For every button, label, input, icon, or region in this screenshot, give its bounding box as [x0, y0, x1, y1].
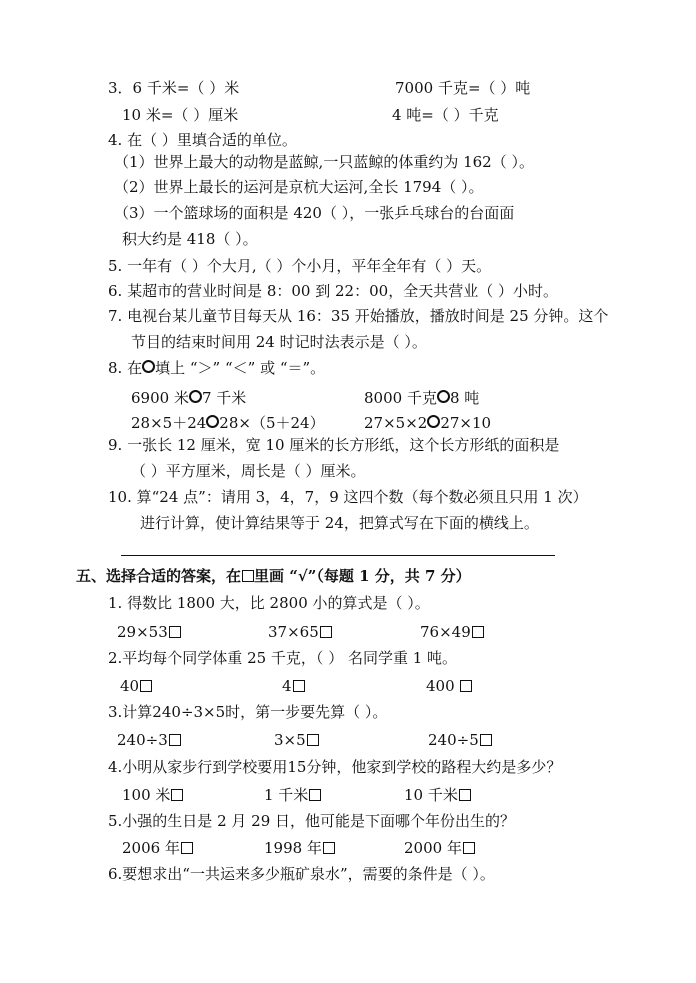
s5-q4-opt3	[404, 785, 471, 805]
s5-q1-opt1	[117, 622, 181, 642]
checkbox-icon[interactable]	[171, 789, 183, 801]
checkbox-icon[interactable]	[472, 626, 484, 638]
checkbox-icon[interactable]	[480, 734, 492, 746]
answer-line[interactable]	[121, 555, 555, 556]
q8-item-a	[131, 388, 246, 408]
checkbox-icon[interactable]	[169, 734, 181, 746]
s5-q5-opt3	[404, 838, 475, 858]
q3-row1-right: 7000 千克=（ ）吨	[395, 79, 531, 97]
q8-item-c	[131, 413, 325, 433]
checkbox-icon	[242, 570, 254, 582]
q8-stem-b: 填上 “＞” “＜” 或 “＝”。	[155, 359, 326, 377]
q3-row1-left: 3．6 千米=（ ）米	[108, 79, 240, 97]
checkbox-icon[interactable]	[181, 842, 193, 854]
checkbox-icon[interactable]	[463, 842, 475, 854]
q4-sub3-line1: （3）一个篮球场的面积是 420（ ），一张乒乓球台的台面面	[114, 204, 515, 222]
q8-stem-a: 8. 在	[108, 359, 143, 377]
q8-a-right: 7 千米	[201, 389, 247, 407]
section5-heading-b: 里画 “√”（每题 1 分，共 7 分）	[254, 567, 471, 585]
option-label: 4	[282, 677, 292, 695]
option-label: 10 千米	[404, 786, 458, 804]
s5-q5-opt1	[122, 838, 193, 858]
q6-text: 6. 某超市的营业时间是 8：00 到 22：00，全天共营业（ ）小时。	[108, 282, 558, 300]
checkbox-icon[interactable]	[460, 680, 472, 692]
s5-q2-opt1	[120, 676, 152, 696]
q8-item-d	[364, 413, 491, 433]
checkbox-icon[interactable]	[140, 680, 152, 692]
s5-q1-opt3	[420, 622, 484, 642]
option-label: 240÷5	[428, 731, 479, 749]
s5-q3-opt2	[274, 730, 319, 750]
q8-d-right: 27×10	[440, 414, 492, 432]
q3-row2-left: 10 米=（ ）厘米	[122, 106, 239, 124]
option-label: 40	[120, 677, 140, 695]
q4-stem: 4. 在（ ）里填合适的单位。	[108, 131, 297, 149]
q4-sub2: （2）世界上最长的运河是京杭大运河,全长 1794（ ）。	[114, 178, 484, 196]
option-label: 3×5	[274, 731, 306, 749]
option-label: 240÷3	[117, 731, 168, 749]
option-label: 1998 年	[264, 839, 322, 857]
q4-sub3-line2: 积大约是 418（ ）。	[122, 230, 258, 248]
q8-a-left: 6900 米	[131, 389, 189, 407]
s5-q3-opt1	[117, 730, 181, 750]
option-label: 1 千米	[264, 786, 309, 804]
s5-q2-opt3	[426, 676, 472, 696]
q8-b-right: 8 吨	[449, 389, 480, 407]
q9-line1: 9. 一张长 12 厘米，宽 10 厘米的长方形纸，这个长方形纸的面积是	[108, 436, 560, 454]
q4-sub1: （1）世界上最大的动物是蓝鲸,一只蓝鲸的体重约为 162（ ）。	[114, 153, 534, 171]
q9-line2: （ ）平方厘米，周长是（ ）厘米。	[131, 462, 366, 480]
s5-q2-stem: 2.平均每个同学体重 25 千克，（ ） 名同学重 1 吨。	[108, 649, 458, 667]
option-label: 29×53	[117, 623, 168, 641]
checkbox-icon[interactable]	[293, 680, 305, 692]
checkbox-icon[interactable]	[459, 789, 471, 801]
s5-q4-opt2	[264, 785, 321, 805]
checkbox-icon[interactable]	[169, 626, 181, 638]
q8-stem	[108, 358, 325, 378]
q5-text: 5. 一年有（ ）个大月,（ ）个小月，平年全年有（ ）天。	[108, 257, 492, 275]
q8-c-left: 28×5＋24	[131, 414, 207, 432]
circle-icon[interactable]	[206, 415, 219, 428]
q8-item-b	[364, 388, 479, 408]
checkbox-icon[interactable]	[307, 734, 319, 746]
circle-icon	[142, 360, 155, 373]
checkbox-icon[interactable]	[323, 842, 335, 854]
circle-icon[interactable]	[189, 390, 202, 403]
option-label: 400	[426, 677, 460, 695]
q8-b-left: 8000 千克	[364, 389, 437, 407]
option-label: 37×65	[268, 623, 319, 641]
q10-line2: 进行计算，使计算结果等于 24，把算式写在下面的横线上。	[140, 514, 539, 532]
checkbox-icon[interactable]	[320, 626, 332, 638]
s5-q1-opt2	[268, 622, 332, 642]
s5-q5-stem: 5.小强的生日是 2 月 29 日，他可能是下面哪个年份出生的？	[108, 812, 516, 830]
option-label: 2000 年	[404, 839, 462, 857]
s5-q4-opt1	[122, 785, 183, 805]
q7-line1: 7. 电视台某儿童节目每天从 16：35 开始播放，播放时间是 25 分钟。这个	[108, 307, 609, 325]
circle-icon[interactable]	[437, 390, 450, 403]
s5-q4-stem: 4.小明从家步行到学校要用15分钟，他家到学校的路程大约是多少？	[108, 758, 562, 776]
option-label: 76×49	[420, 623, 471, 641]
s5-q1-stem: 1. 得数比 1800 大，比 2800 小的算式是（ ）。	[108, 594, 430, 612]
q8-c-right: 28×（5＋24）	[219, 414, 325, 432]
option-label: 100 米	[122, 786, 171, 804]
section5-heading-a: 五、选择合适的答案，在	[76, 567, 242, 585]
s5-q5-opt2	[264, 838, 335, 858]
s5-q3-stem: 3.计算240÷3×5时，第一步要先算（ ）。	[108, 703, 388, 721]
circle-icon[interactable]	[427, 415, 440, 428]
option-label: 2006 年	[122, 839, 180, 857]
q3-row2-right: 4 吨=（ ）千克	[392, 106, 499, 124]
s5-q6-stem: 6.要想求出“一共运来多少瓶矿泉水”，需要的条件是（ ）。	[108, 865, 495, 883]
section5-heading	[76, 566, 471, 586]
checkbox-icon[interactable]	[309, 789, 321, 801]
q7-line2: 节目的结束时间用 24 时记时法表示是（ ）。	[131, 333, 427, 351]
s5-q2-opt2	[282, 676, 305, 696]
q10-line1: 10. 算“24 点”：请用 3，4，7，9 这四个数（每个数必须且只用 1 次）	[108, 488, 588, 506]
q8-d-left: 27×5×2	[364, 414, 428, 432]
s5-q3-opt3	[428, 730, 492, 750]
